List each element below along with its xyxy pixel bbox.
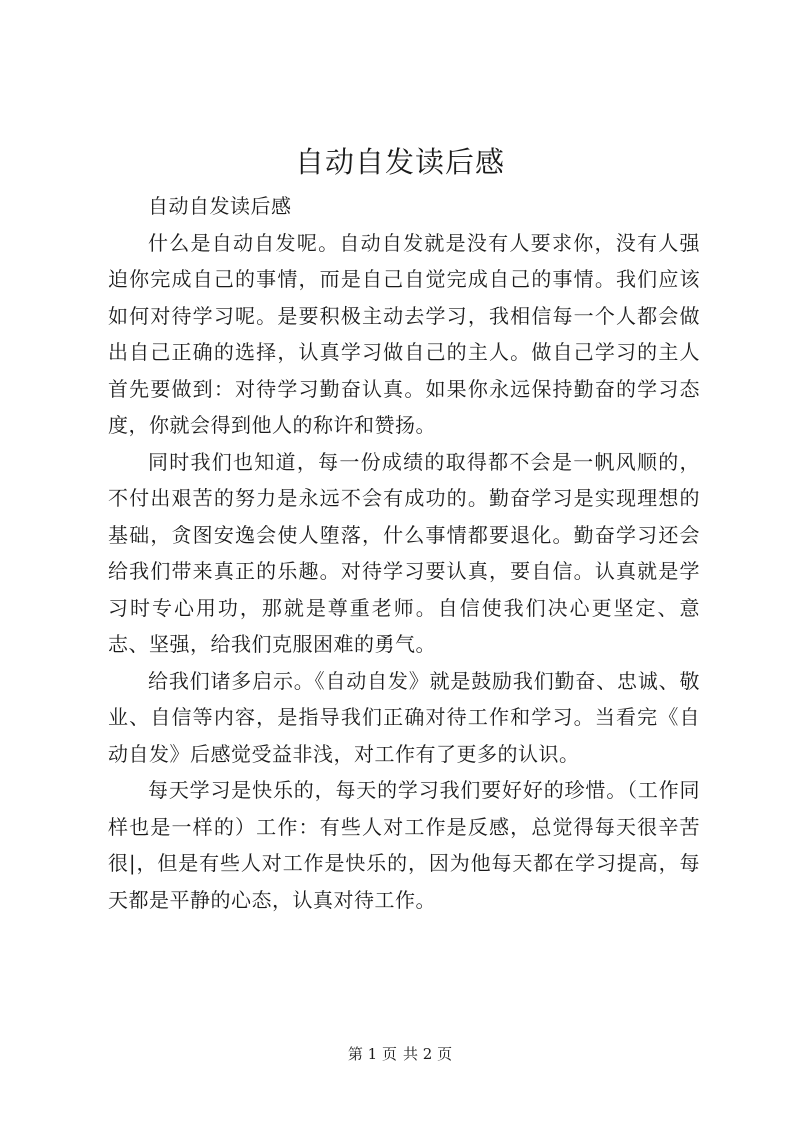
- body-paragraph: 给我们诸多启示。《自动自发》就是鼓励我们勤奋、忠诚、敬业、自信等内容，是指导我们正确对待工作和学习。当看完《自动自发》后感觉受益非浅，对工作有了更多的认识。: [108, 668, 700, 766]
- document-title: 自动自发读后感: [294, 145, 505, 179]
- body-paragraph: 什么是自动自发呢。自动自发就是没有人要求你，没有人强迫你完成自己的事情，而是自己自觉完成自己的事情。我们应该如何对待学习呢。是要积极主动去学习，我相信每一个人都会做出自己正确的选择，认真学习做自己的主人。做自己学习的主人首先要做到：对待学习勤奋认真。如果你永远保持勤奋的学习态度，你就会得到他人的称许和赞扬。: [108, 230, 700, 437]
- subtitle-paragraph: 自动自发读后感: [148, 194, 292, 218]
- page-total: 共 2 页: [403, 1045, 453, 1063]
- page-number: 第 1 页: [347, 1045, 397, 1063]
- body-paragraph: 同时我们也知道，每一份成绩的取得都不会是一帆风顺的，不付出艰苦的努力是永远不会有成功的。勤奋学习是实现理想的基础，贪图安逸会使人堕落，什么事情都要退化。勤奋学习还会给我们带来真正的乐趣。对待学习要认真，要自信。认真就是学习时专心用功，那就是尊重老师。自信使我们决心更坚定、意志、坚强，给我们克服困难的勇气。: [108, 449, 700, 656]
- body-paragraph: 每天学习是快乐的，每天的学习我们要好好的珍惜。（工作同样也是一样的）工作：有些人对工作是反感，总觉得每天很辛苦很|，但是有些人对工作是快乐的，因为他每天都在学习提高，每天都是平静的心态，认真对待工作。: [108, 778, 700, 912]
- page-footer: [0, 1044, 800, 1064]
- document-body: [108, 188, 700, 918]
